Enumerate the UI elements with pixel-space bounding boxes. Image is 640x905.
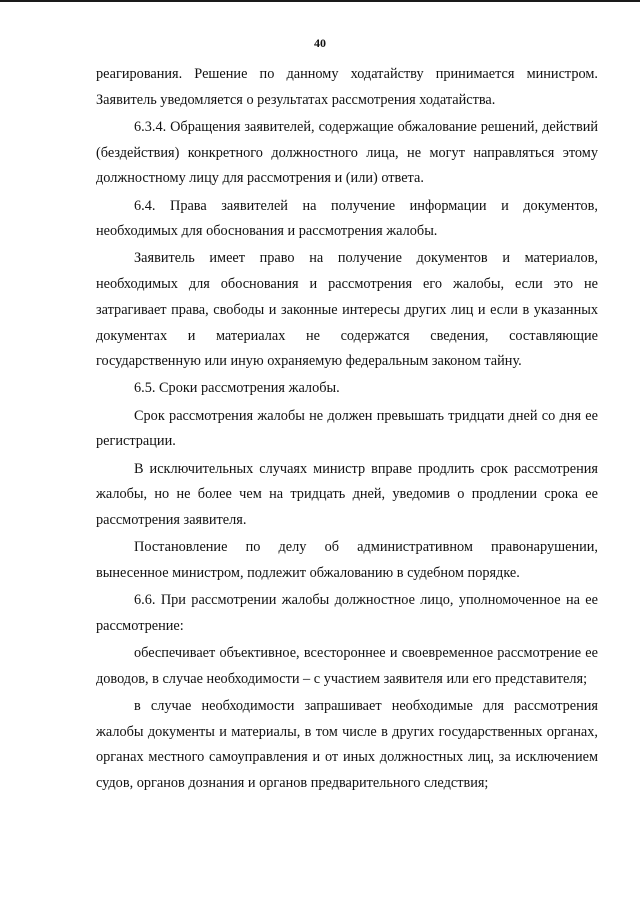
page-number: 40: [314, 36, 326, 50]
paragraph-6-4-heading: 6.4. Права заявителей на получение информации и документов, необходимых для обоснования и рассмотрения жалобы.: [96, 197, 598, 240]
paragraph-appeal-court: Постановление по делу об административном правонарушении, вынесенное министром, подлежит обжалованию в судебном порядке.: [96, 539, 598, 581]
paragraph-6-6-heading: 6.6. При рассмотрении жалобы должностное лицо, уполномоченное на ее рассмотрение:: [96, 592, 598, 634]
paragraph-ensures-review: обеспечивает объективное, всестороннее и своевременное рассмотрение ее доводов, в случае необходимости – с участием заявителя или его представителя;: [96, 644, 598, 687]
paragraph-review-term: Срок рассмотрения жалобы не должен превышать тридцати дней со дня ее регистрации.: [96, 407, 598, 450]
paragraph-requests-documents: в случае необходимости запрашивает необходимые для рассмотрения жалобы документы и материалы, в том числе в других государственных органах, органах местного самоуправления и от иных должностных лиц, за исключением судов, органов дознания и органов предварительного следствия;: [96, 697, 598, 791]
paragraph-6-5-heading: 6.5. Сроки рассмотрения жалобы.: [134, 380, 340, 397]
paragraph-extension: В исключительных случаях министр вправе продлить срок рассмотрения жалобы, но не более чем на тридцать дней, уведомив о продлении срока ее рассмотрения заявителя.: [96, 460, 598, 528]
document-body: [96, 62, 598, 797]
paragraph-continuation: реагирования. Решение по данному ходатайству принимается министром. Заявитель уведомляется о результатах рассмотрения ходатайства.: [96, 66, 598, 108]
paragraph-applicant-rights: Заявитель имеет право на получение документов и материалов, необходимых для обоснования и рассмотрения его жалобы, если это не затрагивает права, свободы и законные интересы других лиц и если в указанных документах и материалах не содержатся сведения, составляющие государственную или иную охраняемую федеральным законом тайну.: [96, 250, 598, 370]
paragraph-6-3-4: 6.3.4. Обращения заявителей, содержащие обжалование решений, действий (бездействия) конкретного должностного лица, не могут направляться этому должностному лицу для рассмотрения и (или) ответа.: [96, 118, 598, 187]
top-border-line: [0, 0, 640, 2]
